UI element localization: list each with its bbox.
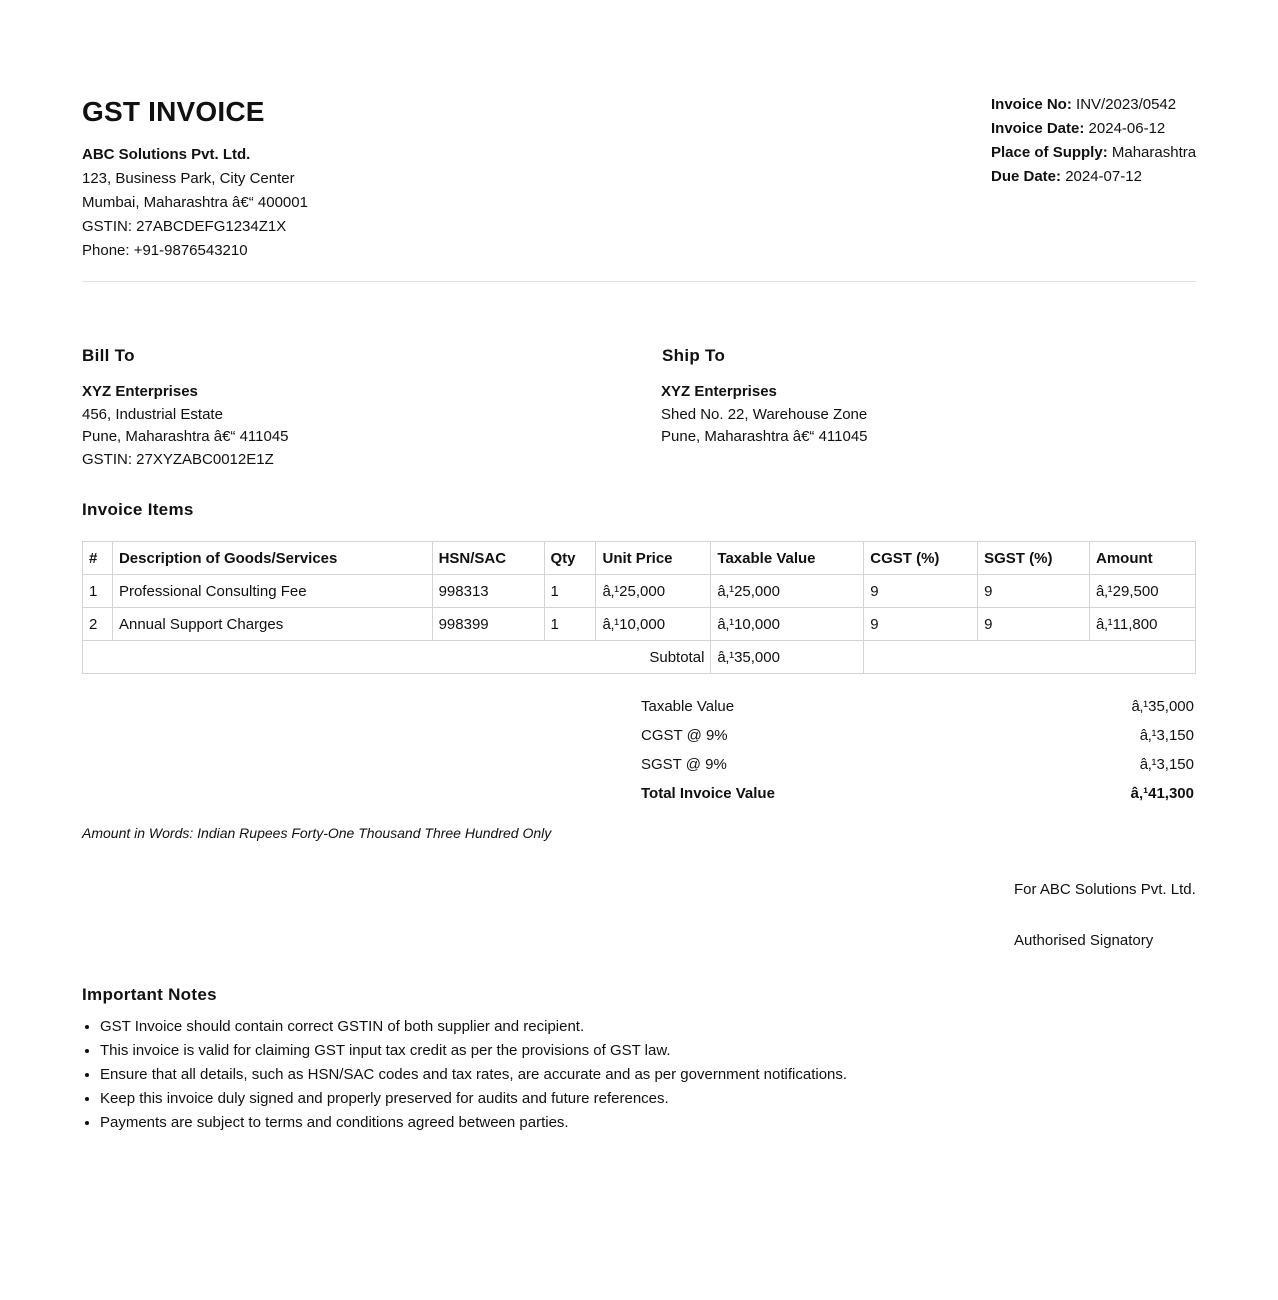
bill-to-line1: 456, Industrial Estate (82, 405, 223, 423)
place-of-supply (991, 141, 1196, 165)
due-date-value: 2024-07-12 (1065, 168, 1142, 185)
ship-to-name: XYZ Enterprises (661, 383, 777, 400)
supplier-name: ABC Solutions Pvt. Ltd. (82, 146, 251, 163)
table-header-row (83, 542, 1196, 575)
invoice-number (991, 93, 1196, 117)
table-cell: â‚¹25,000 (711, 575, 864, 608)
due-date-label: Due Date: (991, 168, 1062, 185)
bill-to-line2: Pune, Maharashtra â€“ 411045 (82, 428, 289, 446)
column-header: Taxable Value (711, 542, 864, 575)
invoice-items-table (82, 541, 1196, 674)
column-header: SGST (%) (978, 542, 1090, 575)
invoice-date-label: Invoice Date: (991, 120, 1085, 137)
invoice-number-label: Invoice No: (991, 96, 1072, 113)
totals-label: SGST @ 9% (641, 756, 727, 773)
list-item: • This invoice is valid for claiming GST input tax credit as per the provisions of GST law. (100, 1039, 847, 1063)
supplier-details (82, 143, 308, 263)
totals-row-grand-total (641, 781, 1194, 810)
invoice-date (991, 117, 1196, 141)
table-cell: 2 (83, 608, 113, 641)
list-item: • Ensure that all details, such as HSN/SAC codes and tax rates, are accurate and as per government notifications. (100, 1063, 847, 1087)
table-cell: 1 (544, 575, 596, 608)
subtotal-empty-cell (864, 641, 1196, 674)
table-cell: 9 (864, 575, 978, 608)
table-cell: 998313 (432, 575, 544, 608)
totals-label: Total Invoice Value (641, 785, 775, 802)
bill-to-name: XYZ Enterprises (82, 383, 198, 400)
column-header: Description of Goods/Services (112, 542, 432, 575)
column-header: Unit Price (596, 542, 711, 575)
notes-list (82, 1015, 847, 1135)
table-cell: â‚¹10,000 (711, 608, 864, 641)
totals-value: â‚¹3,150 (1139, 756, 1194, 773)
supplier-phone: Phone: +91-9876543210 (82, 242, 248, 259)
place-of-supply-label: Place of Supply: (991, 144, 1108, 161)
invoice-date-value: 2024-06-12 (1088, 120, 1166, 137)
header-divider (82, 281, 1196, 282)
list-item: • GST Invoice should contain correct GSTIN of both supplier and recipient. (100, 1015, 847, 1039)
table-cell: Professional Consulting Fee (112, 575, 432, 608)
supplier-address-line1: 123, Business Park, City Center (82, 170, 295, 187)
column-header: Qty (544, 542, 596, 575)
subtotal-label: Subtotal (83, 641, 711, 674)
table-row (83, 575, 1196, 608)
table-cell: 9 (978, 575, 1090, 608)
totals-value: â‚¹35,000 (1131, 698, 1194, 715)
totals-row-taxable-value (641, 694, 1194, 723)
invoice-title: GST INVOICE (82, 96, 265, 127)
invoice-number-value: INV/2023/0542 (1076, 96, 1177, 113)
due-date (991, 165, 1196, 189)
table-cell: 9 (978, 608, 1090, 641)
supplier-address-line2: Mumbai, Maharashtra â€“ 400001 (82, 194, 308, 211)
ship-to-line1: Shed No. 22, Warehouse Zone (661, 405, 868, 423)
invoice-meta (991, 93, 1196, 189)
list-item: • Keep this invoice duly signed and properly preserved for audits and future references. (100, 1087, 847, 1111)
totals-value: â‚¹3,150 (1139, 727, 1194, 744)
column-header: # (83, 542, 113, 575)
table-cell: 9 (864, 608, 978, 641)
subtotal-value: â‚¹35,000 (711, 641, 864, 674)
notes-heading: Important Notes (82, 985, 217, 1004)
column-header: Amount (1090, 542, 1196, 575)
table-row (83, 608, 1196, 641)
column-header: CGST (%) (864, 542, 978, 575)
place-of-supply-value: Maharashtra (1111, 144, 1197, 161)
table-cell: 998399 (432, 608, 544, 641)
invoice-items-heading: Invoice Items (82, 500, 194, 519)
bill-to-details (82, 381, 289, 472)
totals-summary (641, 694, 1194, 810)
ship-to-heading: Ship To (662, 346, 726, 365)
bill-to-heading: Bill To (82, 346, 135, 365)
totals-label: CGST @ 9% (641, 727, 728, 744)
column-header: HSN/SAC (432, 542, 544, 575)
ship-to-details (661, 381, 868, 449)
table-cell: â‚¹10,000 (596, 608, 711, 641)
table-cell: â‚¹29,500 (1090, 575, 1196, 608)
subtotal-row (83, 641, 1196, 674)
table-cell: â‚¹25,000 (596, 575, 711, 608)
amount-in-words: Amount in Words: Indian Rupees Forty-One Thousand Three Hundred Only (82, 825, 552, 841)
authorised-signatory: Authorised Signatory (1014, 932, 1154, 949)
supplier-gstin: GSTIN: 27ABCDEFG1234Z1X (82, 218, 287, 235)
list-item: • Payments are subject to terms and conditions agreed between parties. (100, 1111, 847, 1135)
totals-row-cgst (641, 723, 1194, 752)
ship-to-line2: Pune, Maharashtra â€“ 411045 (661, 428, 868, 446)
table-cell: 1 (544, 608, 596, 641)
bill-to-gstin: GSTIN: 27XYZABC0012E1Z (82, 451, 274, 469)
table-cell: 1 (83, 575, 113, 608)
totals-value: â‚¹41,300 (1130, 785, 1194, 802)
totals-label: Taxable Value (641, 698, 735, 715)
signature-for-company: For ABC Solutions Pvt. Ltd. (1014, 881, 1196, 898)
totals-row-sgst (641, 752, 1194, 781)
table-cell: Annual Support Charges (112, 608, 432, 641)
table-cell: â‚¹11,800 (1090, 608, 1196, 641)
